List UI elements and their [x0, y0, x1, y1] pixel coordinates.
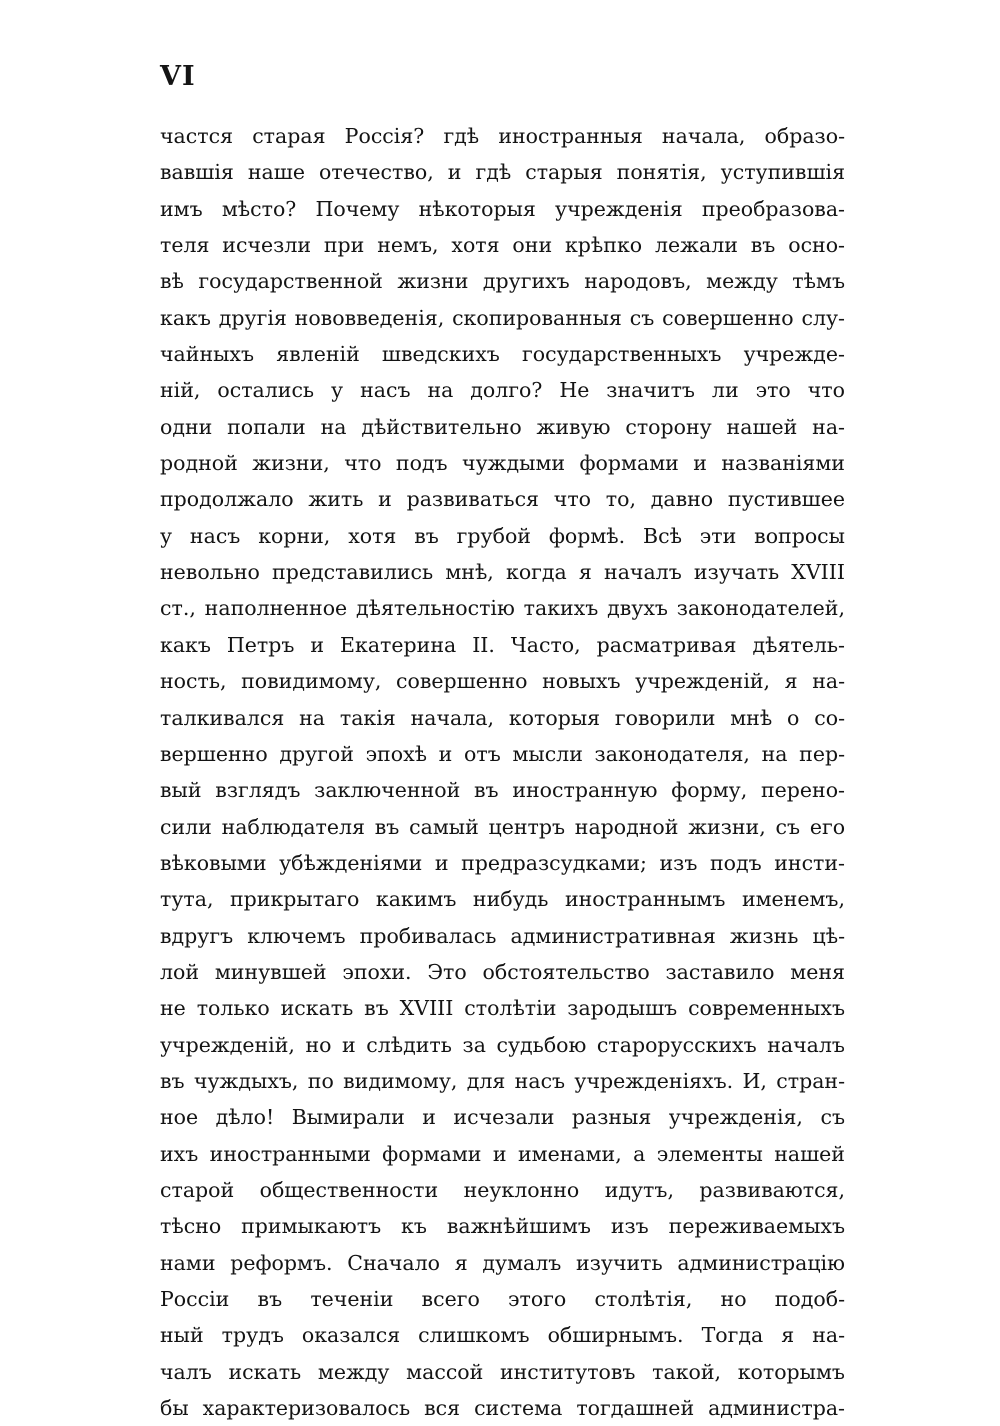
text-line: у насъ корни, хотя въ грубой формѣ. Всѣ эти вопросы: [160, 523, 845, 548]
text-line: талкивался на такія начала, которыя говорили мнѣ о со-: [160, 705, 845, 730]
text-line: имъ мѣсто? Почему нѣкоторыя учрежденія преобразова-: [160, 196, 845, 221]
text-line: ній, остались у насъ на долго? Не значитъ ли это что: [160, 378, 845, 403]
text-line: ность, повидимому, совершенно новыхъ учрежденій, я на-: [160, 669, 845, 694]
text-line: Россіи въ теченіи всего этого столѣтія, но подоб-: [160, 1287, 845, 1311]
text-line: вавшія наше отечество, и гдѣ старыя понятія, уступившія: [160, 160, 845, 185]
text-line: какъ Петръ и Екатерина II. Часто, расматривая дѣятель-: [160, 632, 845, 657]
text-line: вѣ государственной жизни другихъ народовъ, между тѣмъ: [160, 269, 845, 294]
text-line: чайныхъ явленій шведскихъ государственныхъ учрежде-: [160, 342, 845, 367]
text-line: тѣсно примыкаютъ къ важнѣйшимъ изъ переживаемыхъ: [160, 1214, 845, 1239]
text-line: учрежденій, но и слѣдить за судьбою старорусскихъ началъ: [160, 1032, 845, 1057]
text-line: вдругъ ключемъ пробивалась административная жизнь цѣ-: [160, 923, 845, 948]
text-line: чалъ искать между массой институтовъ такой, которымъ: [160, 1359, 845, 1384]
text-line: невольно представились мнѣ, когда я началъ изучать XVIII: [160, 560, 845, 585]
text-line: тута, прикрытаго какимъ нибудь иностраннымъ именемъ,: [160, 887, 845, 912]
text-line: вѣковыми убѣжденіями и предразсудками; изъ подъ инсти-: [160, 850, 845, 875]
text-line: вый взглядъ заключенной въ иностранную форму, перено-: [160, 778, 845, 803]
text-line: старой общественности неуклонно идутъ, развиваются,: [160, 1177, 845, 1202]
text-line: сили наблюдателя въ самый центръ народной жизни, съ его: [160, 814, 845, 839]
text-line: частся старая Россія? гдѣ иностранныя начала, образо-: [160, 124, 845, 148]
text-line: ное дѣло! Вымирали и исчезали разныя учрежденія, съ: [160, 1105, 845, 1130]
text-line: лой минувшей эпохи. Это обстоятельство заставило меня: [160, 959, 845, 984]
text-line: нами реформъ. Сначало я думалъ изучить администрацію: [160, 1250, 845, 1275]
page-number: VI: [160, 61, 196, 92]
text-line: вершенно другой эпохѣ и отъ мысли законодателя, на пер-: [160, 741, 845, 766]
text-line: родной жизни, что подъ чуждыми формами и названіями: [160, 451, 845, 476]
text-line: теля исчезли при немъ, хотя они крѣпко лежали въ осно-: [160, 233, 845, 258]
text-line: бы характеризовалось вся система тогдашней администра-: [160, 1396, 845, 1421]
text-line: не только искать въ XVIII столѣтіи зародышъ современныхъ: [160, 996, 845, 1021]
text-line: ихъ иностранными формами и именами, а элементы нашей: [160, 1141, 845, 1166]
body-text: [160, 118, 845, 1426]
text-line: продолжало жить и развиваться что то, давно пустившее: [160, 487, 845, 512]
text-line: какъ другія нововведенія, скопированныя съ совершенно слу-: [160, 305, 845, 330]
text-line: ст., наполненное дѣятельностію такихъ двухъ законодателей,: [160, 596, 845, 621]
text-line: ный трудъ оказался слишкомъ обширнымъ. Тогда я на-: [160, 1323, 845, 1348]
text-line: въ чуждыхъ, по видимому, для насъ учрежденіяхъ. И, стран-: [160, 1068, 845, 1093]
text-line: одни попали на дѣйствительно живую сторону нашей на-: [160, 414, 845, 439]
